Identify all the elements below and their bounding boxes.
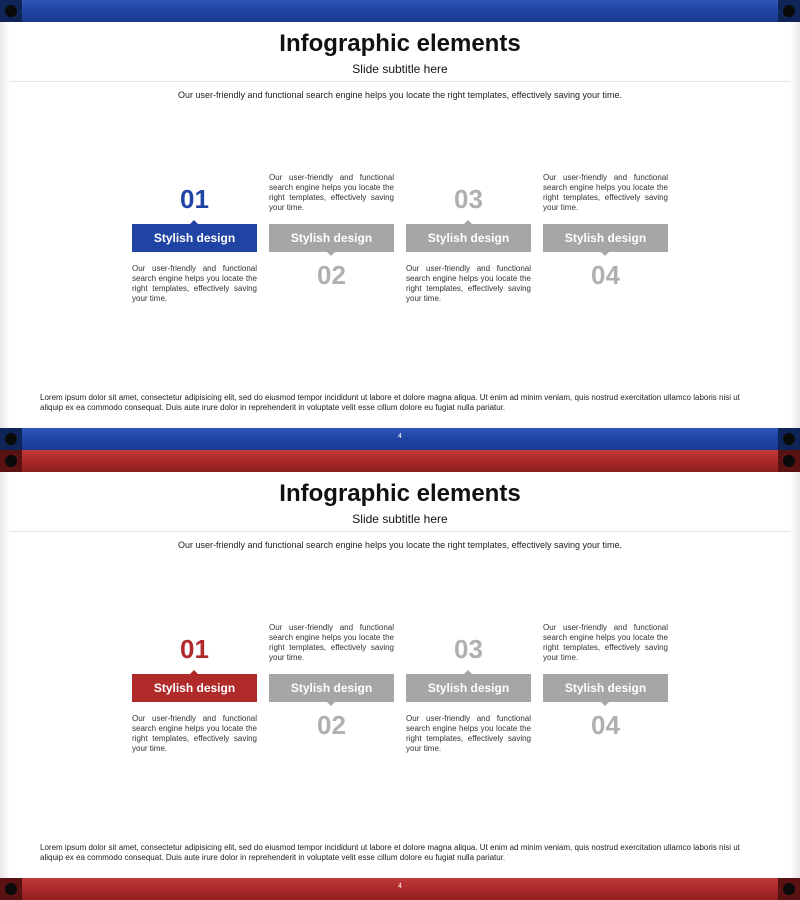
bottom-bar bbox=[0, 878, 800, 900]
side-shade-left bbox=[0, 472, 10, 878]
step-number-4: 04 bbox=[591, 710, 620, 740]
slide-subtitle: Slide subtitle here bbox=[352, 512, 448, 526]
step-number-3: 03 bbox=[454, 184, 483, 214]
step-box-4 bbox=[543, 674, 668, 702]
footer-text: Lorem ipsum dolor sit amet, consectetur adipisicing elit, sed do eiusmod tempor incididunt ut labore et dolore magna aliqua. Ut enim ad minim veniam, quis nostrud exercitation ullamco laboris nisi ut aliquip ex ea commodo consequat. Duis aute irure dolor in reprehenderit in voluptate velit esse cillum dolore eu fugiat nulla pariatur. bbox=[40, 843, 740, 862]
bar-cap-right bbox=[778, 450, 800, 472]
side-shade-right bbox=[790, 472, 800, 878]
step-box-2 bbox=[269, 674, 394, 702]
step-text-1: Our user-friendly and functional search engine helps you locate the right templates, effectively saving your time. bbox=[132, 264, 257, 303]
pointer-down-icon bbox=[327, 702, 335, 706]
rivet-icon bbox=[5, 5, 17, 17]
title-divider bbox=[10, 531, 790, 532]
step-text-3: Our user-friendly and functional search engine helps you locate the right templates, effectively saving your time. bbox=[406, 714, 531, 753]
step-label-1: Stylish design bbox=[153, 681, 236, 695]
bar-cap-left bbox=[0, 450, 22, 472]
step-label-1: Stylish design bbox=[153, 231, 236, 245]
side-shade-left bbox=[0, 22, 10, 428]
step-label-2: Stylish design bbox=[290, 681, 373, 695]
step-label-3: Stylish design bbox=[427, 231, 510, 245]
step-box-1 bbox=[132, 224, 257, 252]
page-number: 4 bbox=[398, 433, 402, 440]
top-bar bbox=[0, 0, 800, 22]
step-label-3: Stylish design bbox=[427, 681, 510, 695]
pointer-up-icon bbox=[190, 670, 198, 674]
step-box-2 bbox=[269, 224, 394, 252]
step-number-2: 02 bbox=[317, 710, 346, 740]
page-number: 4 bbox=[398, 883, 402, 890]
step-box-1 bbox=[132, 674, 257, 702]
rivet-icon bbox=[783, 883, 795, 895]
step-text-3: Our user-friendly and functional search engine helps you locate the right templates, effectively saving your time. bbox=[406, 264, 531, 303]
lead-text: Our user-friendly and functional search engine helps you locate the right templates, effectively saving your time. bbox=[177, 90, 623, 100]
step-box-3 bbox=[406, 224, 531, 252]
bar-cap-right bbox=[778, 878, 800, 900]
slide-subtitle: Slide subtitle here bbox=[352, 62, 448, 76]
step-box-4 bbox=[543, 224, 668, 252]
slide-title: Infographic elements bbox=[279, 30, 521, 57]
side-shade-right bbox=[790, 22, 800, 428]
step-text-4: Our user-friendly and functional search engine helps you locate the right templates, effectively saving your time. bbox=[543, 173, 668, 212]
rivet-icon bbox=[5, 455, 17, 467]
step-number-1: 01 bbox=[180, 634, 209, 664]
step-number-3: 03 bbox=[454, 634, 483, 664]
pointer-up-icon bbox=[190, 220, 198, 224]
step-label-2: Stylish design bbox=[290, 231, 373, 245]
pointer-down-icon bbox=[601, 252, 609, 256]
slide-title: Infographic elements bbox=[279, 480, 521, 507]
lead-text: Our user-friendly and functional search engine helps you locate the right templates, effectively saving your time. bbox=[177, 540, 623, 550]
step-text-4: Our user-friendly and functional search engine helps you locate the right templates, effectively saving your time. bbox=[543, 623, 668, 662]
step-number-2: 02 bbox=[317, 260, 346, 290]
pointer-up-icon bbox=[464, 220, 472, 224]
top-bar bbox=[0, 450, 800, 472]
step-label-4: Stylish design bbox=[564, 681, 647, 695]
step-box-3 bbox=[406, 674, 531, 702]
bottom-bar bbox=[0, 428, 800, 450]
title-divider bbox=[10, 81, 790, 82]
step-label-4: Stylish design bbox=[564, 231, 647, 245]
rivet-icon bbox=[783, 5, 795, 17]
bar-cap-right bbox=[778, 428, 800, 450]
pointer-down-icon bbox=[601, 702, 609, 706]
step-text-2: Our user-friendly and functional search engine helps you locate the right templates, effectively saving your time. bbox=[269, 623, 394, 662]
rivet-icon bbox=[783, 455, 795, 467]
footer-text: Lorem ipsum dolor sit amet, consectetur adipisicing elit, sed do eiusmod tempor incididunt ut labore et dolore magna aliqua. Ut enim ad minim veniam, quis nostrud exercitation ullamco laboris nisi ut aliquip ex ea commodo consequat. Duis aute irure dolor in reprehenderit in voluptate velit esse cillum dolore eu fugiat nulla pariatur. bbox=[40, 393, 740, 412]
step-text-2: Our user-friendly and functional search engine helps you locate the right templates, effectively saving your time. bbox=[269, 173, 394, 212]
step-text-1: Our user-friendly and functional search engine helps you locate the right templates, effectively saving your time. bbox=[132, 714, 257, 753]
pointer-up-icon bbox=[464, 670, 472, 674]
slide-2 bbox=[0, 450, 800, 900]
bar-cap-left bbox=[0, 0, 22, 22]
rivet-icon bbox=[783, 433, 795, 445]
pointer-down-icon bbox=[327, 252, 335, 256]
bar-cap-right bbox=[778, 0, 800, 22]
step-number-4: 04 bbox=[591, 260, 620, 290]
step-number-1: 01 bbox=[180, 184, 209, 214]
